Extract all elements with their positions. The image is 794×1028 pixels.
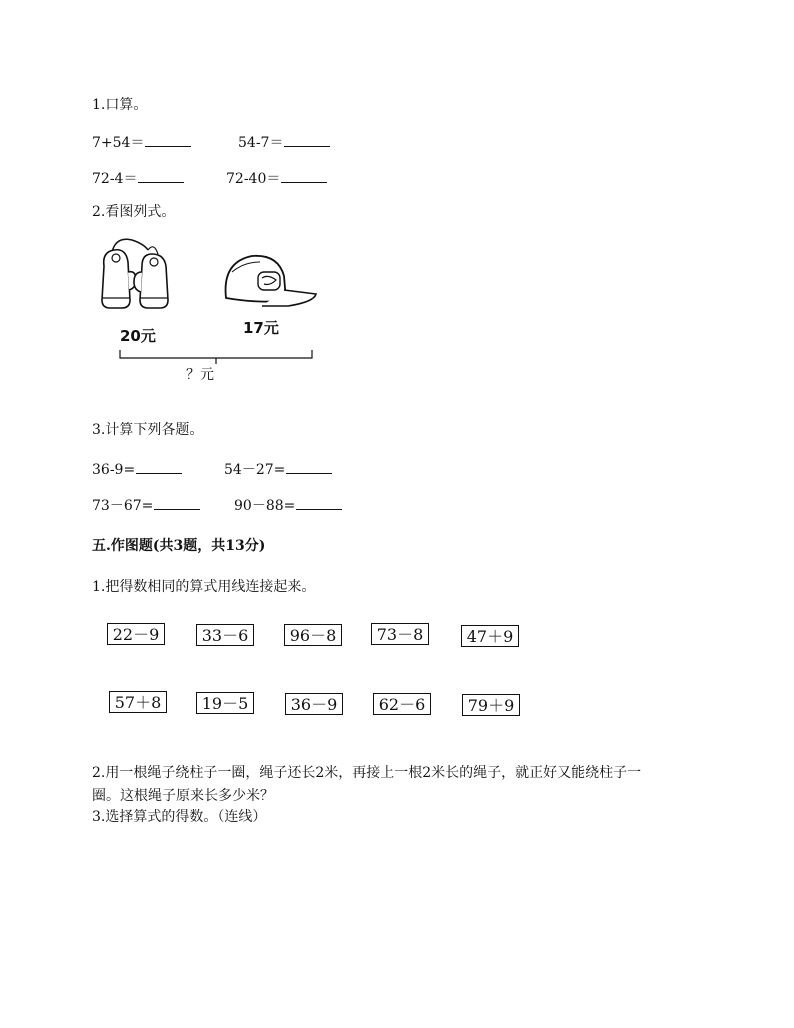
expression-box[interactable]: 22－9 xyxy=(107,623,165,645)
mittens-price-label: 20元 xyxy=(120,327,156,345)
expression-box[interactable]: 36－9 xyxy=(285,693,343,715)
answer-blank[interactable] xyxy=(281,168,327,183)
q1-expr: 54-7＝ xyxy=(238,135,284,151)
q3-item xyxy=(92,459,182,479)
expression-box[interactable]: 47＋9 xyxy=(461,625,519,647)
answer-blank[interactable] xyxy=(286,459,332,474)
s5-q1-title: 1.把得数相同的算式用线连接起来。 xyxy=(92,579,316,595)
total-brace xyxy=(120,350,312,358)
q3-expr: 90－88= xyxy=(234,498,296,514)
q1-expr: 72-40＝ xyxy=(226,171,281,187)
q1-item xyxy=(92,132,191,152)
section-heading: 五.作图题(共3题，共13分) xyxy=(92,538,266,554)
answer-blank[interactable] xyxy=(284,132,330,147)
q2-title: 2.看图列式。 xyxy=(92,204,176,220)
q3-expr: 54－27= xyxy=(224,462,286,478)
cap-price-label: 17元 xyxy=(243,319,279,337)
expression-box[interactable]: 62－6 xyxy=(373,693,431,715)
expression-box[interactable]: 19－5 xyxy=(196,692,254,714)
mitten-right-icon xyxy=(134,254,168,308)
q3-item xyxy=(234,495,342,515)
q3-expr: 36-9= xyxy=(92,462,136,478)
answer-blank[interactable] xyxy=(145,132,191,147)
cap-icon xyxy=(226,256,316,306)
mitten-left-icon xyxy=(102,250,136,308)
q3-title: 3.计算下列各题。 xyxy=(92,422,204,438)
q1-expr: 7+54＝ xyxy=(92,135,145,151)
q3-item xyxy=(224,459,332,479)
q1-title: 1.口算。 xyxy=(92,97,148,113)
answer-blank[interactable] xyxy=(136,459,182,474)
q3-item xyxy=(92,495,200,515)
answer-blank[interactable] xyxy=(154,495,200,510)
expression-box[interactable]: 73－8 xyxy=(371,623,429,645)
q1-item xyxy=(238,132,330,152)
answer-blank[interactable] xyxy=(296,495,342,510)
expression-box[interactable]: 57＋8 xyxy=(109,691,167,713)
q1-expr: 72-4＝ xyxy=(92,171,138,187)
answer-blank[interactable] xyxy=(138,168,184,183)
expression-box[interactable]: 79＋9 xyxy=(462,694,520,716)
expression-box[interactable]: 96－8 xyxy=(284,624,342,646)
expression-box[interactable]: 33－6 xyxy=(196,624,254,646)
q1-item xyxy=(226,168,327,188)
total-price-label: ？元 xyxy=(186,367,214,383)
s5-q2-line2: 圈。这根绳子原来长多少米？ xyxy=(92,788,274,804)
s5-q3-title: 3.选择算式的得数。（连线） xyxy=(92,809,267,825)
s5-q2-line1: 2.用一根绳子绕柱子一圈，绳子还长2米，再接上一根2米长的绳子，就正好又能绕柱子一 xyxy=(92,765,642,781)
q1-item xyxy=(92,168,184,188)
q3-expr: 73－67= xyxy=(92,498,154,514)
